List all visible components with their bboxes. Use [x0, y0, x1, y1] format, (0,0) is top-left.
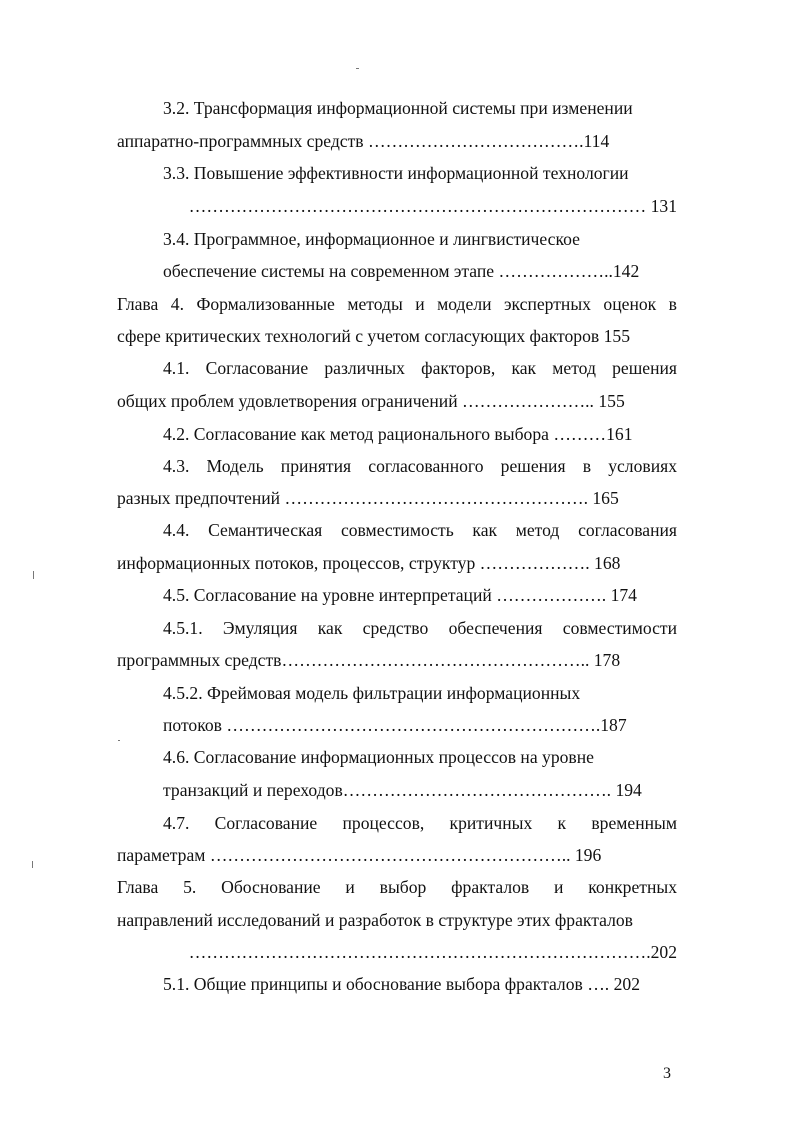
- toc-entry-3-2-line-1: 3.2. Трансформация информационной системы при изменении: [163, 98, 633, 118]
- toc-entry-4-3-line-2: разных предпочтений ……………………………………………. 165: [117, 488, 619, 508]
- toc-entry-4-2: 4.2. Согласование как метод рационального выбора ………161: [163, 424, 633, 444]
- toc-chapter-4-line-2: сфере критических технологий с учетом согласующих факторов 155: [117, 326, 631, 346]
- toc-chapter-5-line-3: …………………………………………………………………….202: [188, 942, 677, 962]
- scan-speck: [33, 571, 34, 579]
- toc-entry-4-1-line-1: 4.1. Согласование различных факторов, как метод решения: [163, 358, 677, 378]
- scan-speck: [356, 68, 359, 69]
- toc-entry-4-5-2-line-2: потоков ……………………………………………………….187: [163, 715, 627, 735]
- toc-chapter-4-line-1: Глава 4. Формализованные методы и модели экспертных оценок в: [117, 294, 677, 314]
- toc-entry-4-4-line-2: информационных потоков, процессов, структур ………………. 168: [117, 553, 621, 573]
- toc-entry-4-4-line-1: 4.4. Семантическая совместимость как метод согласования: [163, 520, 677, 540]
- toc-entry-3-4-line-1: 3.4. Программное, информационное и лингвистическое: [163, 229, 580, 249]
- toc-entry-4-1-line-2: общих проблем удовлетворения ограничений ………………….. 155: [117, 391, 625, 411]
- toc-entry-4-3-line-1: 4.3. Модель принятия согласованного решения в условиях: [163, 456, 677, 476]
- toc-entry-4-6-line-1: 4.6. Согласование информационных процессов на уровне: [163, 747, 594, 767]
- scan-speck: [32, 861, 33, 868]
- toc-entry-4-5-1-line-2: программных средств…………………………………………….. 178: [117, 650, 621, 670]
- toc-entry-4-5-2-line-1: 4.5.2. Фреймовая модель фильтрации информационных: [163, 683, 581, 703]
- toc-entry-4-7-line-2: параметрам …………………………………………………….. 196: [117, 845, 602, 865]
- scan-speck: [118, 740, 120, 741]
- toc-chapter-5-line-1: Глава 5. Обоснование и выбор фракталов и конкретных: [117, 877, 677, 897]
- toc-entry-4-7-line-1: 4.7. Согласование процессов, критичных к временным: [163, 813, 677, 833]
- toc-entry-4-5-1-line-1: 4.5.1. Эмуляция как средство обеспечения совместимости: [163, 618, 677, 638]
- toc-chapter-5-line-2: направлений исследований и разработок в структуре этих фракталов: [117, 910, 633, 930]
- toc-entry-4-5: 4.5. Согласование на уровне интерпретаций ………………. 174: [163, 585, 637, 605]
- toc-entry-3-2-line-2: аппаратно-программных средств ……………………………….114: [117, 131, 610, 151]
- toc-entry-3-4-line-2: обеспечение системы на современном этапе ………………..142: [163, 261, 640, 281]
- toc-entry-4-6-line-2: транзакций и переходов………………………………………. 194: [163, 780, 642, 800]
- toc-entry-3-3-line-2: …………………………………………………………………… 131: [188, 196, 677, 216]
- page-number: 3: [663, 1065, 671, 1082]
- toc-entry-5-1: 5.1. Общие принципы и обоснование выбора фракталов …. 202: [163, 974, 640, 994]
- toc-entry-3-3-line-1: 3.3. Повышение эффективности информационной технологии: [163, 163, 629, 183]
